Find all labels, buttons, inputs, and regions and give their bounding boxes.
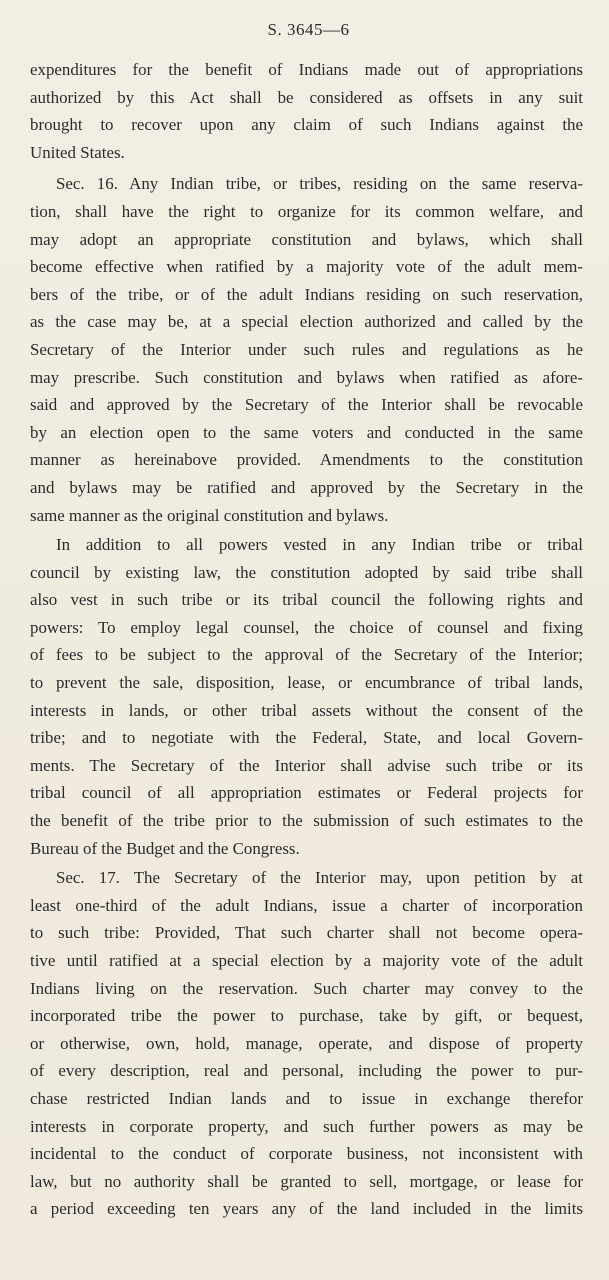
text-line: Bureau of the Budget and the Congress. [30,838,300,858]
text-line: interests in lands, or other tribal assets without the consent of the [30,700,583,720]
text-line: powers: To employ legal counsel, the choice of counsel and fixing [30,617,583,637]
tribal-powers-paragraph [30,531,583,862]
text-line: may adopt an appropriate constitution and bylaws, which shall [30,229,583,249]
page-header: S. 3645—6 [267,20,350,39]
text-line: authorized by this Act shall be considered as offsets in any suit [30,87,583,107]
text-line: or otherwise, own, hold, manage, operate, and dispose of property [30,1033,583,1053]
text-line: to such tribe: Provided, That such charter shall not become opera- [30,923,583,943]
text-line: Sec. 16. Any Indian tribe, or tribes, residing on the same reserva- [56,174,583,194]
text-line: said and approved by the Secretary of the Interior shall be revocable [30,395,583,415]
text-line: tive until ratified at a special election by a majority vote of the adult [30,951,583,970]
text-line: of every description, real and personal, including the power to pur- [30,1061,583,1081]
text-line: the benefit of the tribe prior to the submission of such estimates to the [30,811,583,831]
text-line: In addition to all powers vested in any Indian tribe or tribal [56,535,583,555]
text-line: to prevent the sale, disposition, lease, or encumbrance of tribal lands, [30,673,583,693]
text-line: become effective when ratified by a majority vote of the adult mem- [30,257,583,277]
text-line: manner as hereinabove provided. Amendments to the constitution [30,450,583,470]
text-line: also vest in such tribe or its tribal council the following rights and [30,590,583,610]
section-17-paragraph [30,864,583,1223]
text-line: expenditures for the benefit of Indians made out of appropriations [30,60,583,79]
section-16-paragraph [30,170,583,529]
text-line: may prescribe. Such constitution and bylaws when ratified as afore- [30,367,583,387]
text-line: United States. [30,142,125,162]
text-line: of fees to be subject to the approval of the Secretary of the Interior; [30,645,583,665]
text-line: same manner as the original constitution and bylaws. [30,505,389,525]
text-line: Secretary of the Interior under such rules and regulations as he [30,339,583,359]
text-line: tribe; and to negotiate with the Federal, State, and local Govern- [30,728,583,748]
text-line: incidental to the conduct of corporate business, not inconsistent with [30,1144,583,1164]
text-line: a period exceeding ten years any of the land included in the limits [30,1199,583,1219]
document-body [30,56,583,1223]
text-line: ments. The Secretary of the Interior shall advise such tribe or its [30,755,583,775]
text-line: tribal council of all appropriation estimates or Federal projects for [30,783,583,803]
text-line: Indians living on the reservation. Such charter may convey to the [30,978,583,998]
text-line: council by existing law, the constitution adopted by said tribe shall [30,562,583,582]
text-line: least one-third of the adult Indians, issue a charter of incorporation [30,895,583,915]
text-line: bers of the tribe, or of the adult Indians residing on such reservation, [30,284,583,304]
text-line: as the case may be, at a special election authorized and called by the [30,312,583,332]
text-line: chase restricted Indian lands and to issue in exchange therefor [30,1088,583,1108]
text-line: law, but no authority shall be granted to sell, mortgage, or lease for [30,1171,583,1191]
text-line: by an election open to the same voters and conducted in the same [30,422,583,442]
text-line: and bylaws may be ratified and approved by the Secretary in the [30,477,583,497]
text-line: brought to recover upon any claim of such Indians against the [30,115,583,135]
text-line: incorporated tribe the power to purchase, take by gift, or bequest, [30,1006,583,1026]
text-line: Sec. 17. The Secretary of the Interior may, upon petition by at [56,868,583,888]
paragraph-continuation [30,56,583,166]
text-line: interests in corporate property, and such further powers as may be [30,1116,583,1136]
text-line: tion, shall have the right to organize for its common welfare, and [30,201,583,221]
